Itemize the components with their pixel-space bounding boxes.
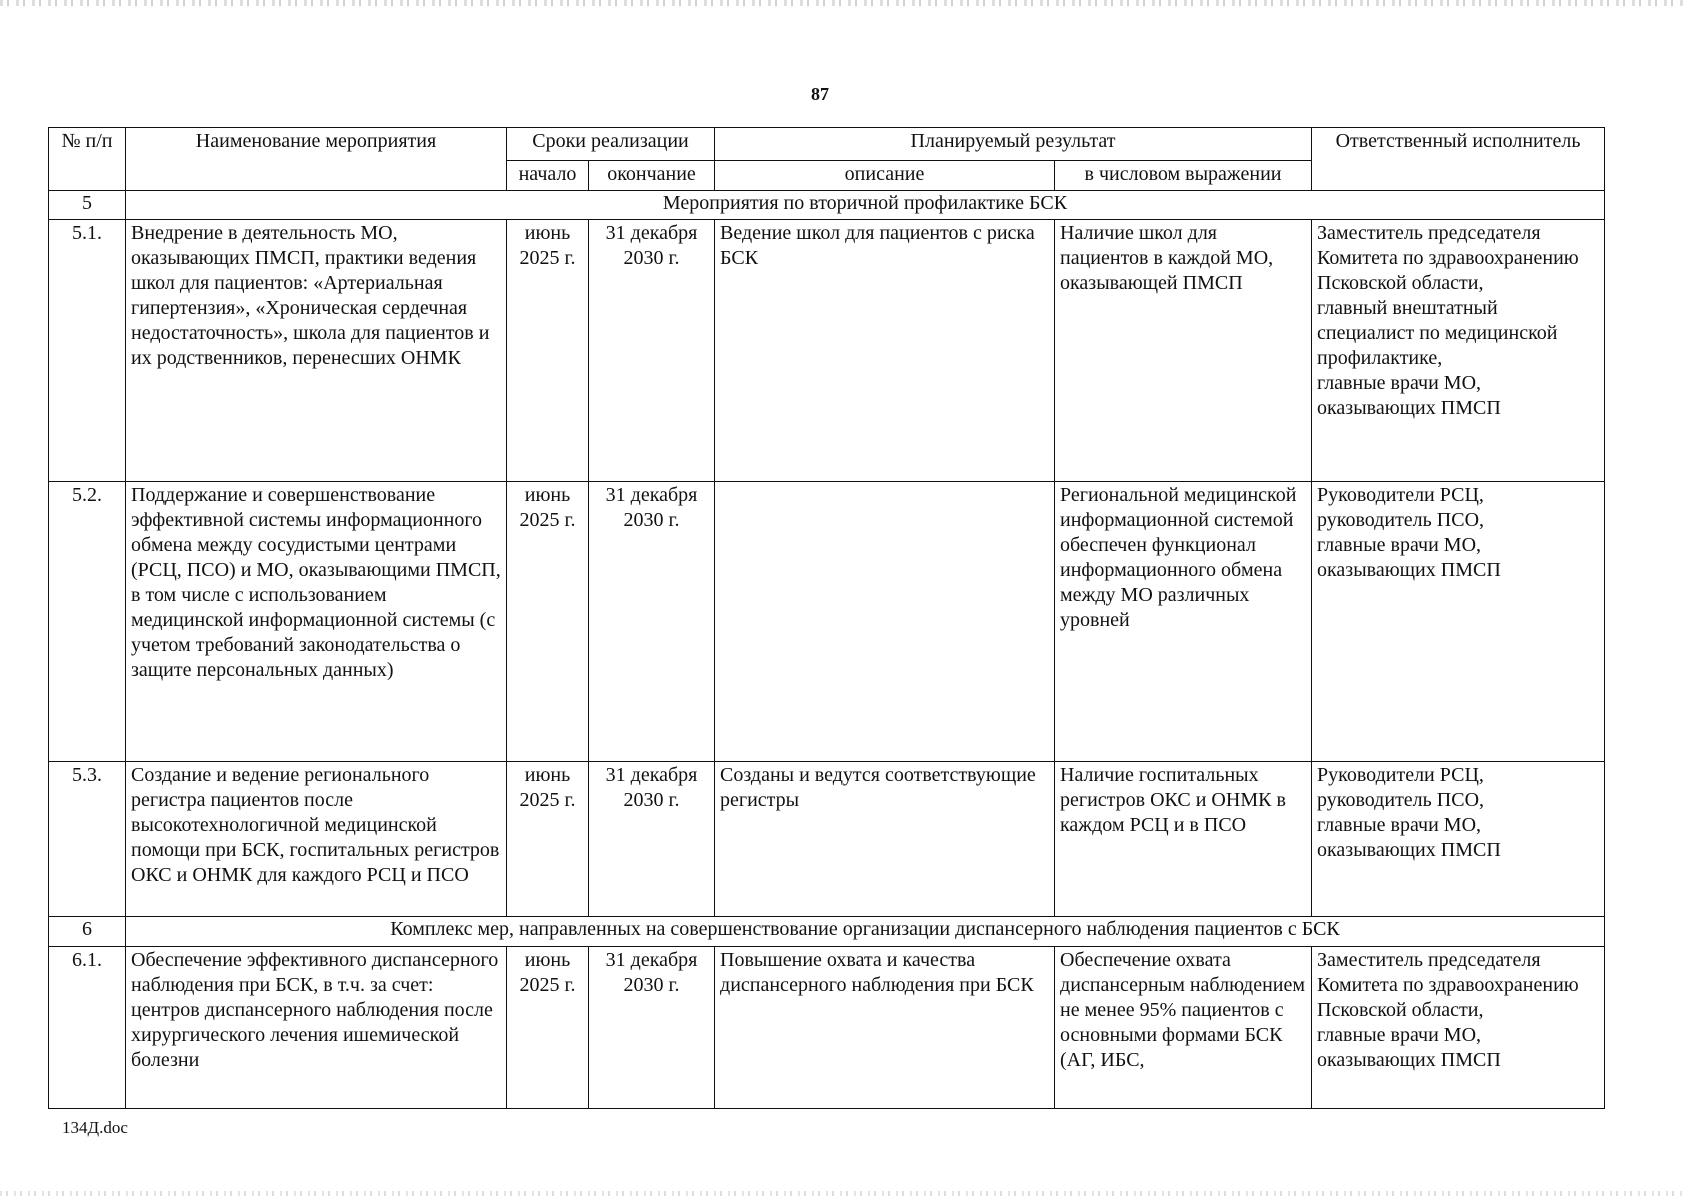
responsible-line: Заместитель председателя Комитета по здравоохранению Псковской области, bbox=[1317, 222, 1579, 294]
responsible-line: главные врачи МО, оказывающих ПМСП bbox=[1317, 372, 1501, 419]
row-end: 31 декабря 2030 г. bbox=[589, 482, 715, 762]
row-name: Поддержание и совершенствование эффективной системы информационного обмена между сосудистыми центрами (РСЦ, ПСО) и МО, оказывающими ПМСП, в том числе с использованием медицинской информационной системы (с учетом требований законодательства о защите персональных данных) bbox=[126, 482, 507, 762]
section-title: Комплекс мер, направленных на совершенствование организации диспансерного наблюдения пациентов с БСК bbox=[126, 917, 1605, 947]
responsible-line: главные врачи МО, оказывающих ПМСП bbox=[1317, 1024, 1501, 1071]
activities-table bbox=[48, 127, 1605, 1109]
responsible-line: руководитель ПСО, bbox=[1317, 509, 1485, 531]
row-end: 31 декабря 2030 г. bbox=[589, 947, 715, 1109]
header-num: № п/п bbox=[49, 128, 126, 191]
table-row bbox=[49, 482, 1605, 762]
header-responsible: Ответственный исполнитель bbox=[1312, 128, 1605, 191]
row-numeric: Обеспечение охвата диспансерным наблюдением не менее 95% пациентов с основными формами БСК (АГ, ИБС, bbox=[1055, 947, 1312, 1109]
section-title: Мероприятия по вторичной профилактике БСК bbox=[126, 191, 1605, 220]
row-name-line: центров диспансерного наблюдения после хирургического лечения ишемической болезни bbox=[131, 999, 493, 1071]
row-end: 31 декабря 2030 г. bbox=[589, 762, 715, 917]
page-number: 87 bbox=[811, 84, 829, 104]
row-description: Созданы и ведутся соответствующие регистры bbox=[715, 762, 1055, 917]
row-num: 5.3. bbox=[49, 762, 126, 917]
table-row bbox=[49, 762, 1605, 917]
row-start: июнь 2025 г. bbox=[507, 762, 589, 917]
row-num: 5.1. bbox=[49, 220, 126, 482]
responsible-line: руководитель ПСО, bbox=[1317, 789, 1485, 811]
responsible-line: Руководители РСЦ, bbox=[1317, 764, 1484, 786]
scan-edge-bottom bbox=[0, 1191, 1686, 1196]
row-num: 5.2. bbox=[49, 482, 126, 762]
row-description bbox=[715, 482, 1055, 762]
table-row bbox=[49, 947, 1605, 1109]
section-row bbox=[49, 917, 1605, 947]
row-start: июнь 2025 г. bbox=[507, 947, 589, 1109]
row-name: Внедрение в деятельность МО, оказывающих ПМСП, практики ведения школ для пациентов: «Артериальная гипертензия», «Хроническая сердечная недостаточность», школа для пациентов и их родственников, перенесших ОНМК bbox=[126, 220, 507, 482]
row-start: июнь 2025 г. bbox=[507, 482, 589, 762]
header-result: Планируемый результат bbox=[715, 128, 1312, 161]
section-num: 6 bbox=[49, 917, 126, 947]
header-name: Наименование мероприятия bbox=[126, 128, 507, 191]
row-name bbox=[126, 947, 507, 1109]
row-numeric: Региональной медицинской информационной системой обеспечен функционал информационного обмена между МО различных уровней bbox=[1055, 482, 1312, 762]
header-terms: Сроки реализации bbox=[507, 128, 715, 161]
row-description: Ведение школ для пациентов с риска БСК bbox=[715, 220, 1055, 482]
row-numeric: Наличие госпитальных регистров ОКС и ОНМК в каждом РСЦ и в ПСО bbox=[1055, 762, 1312, 917]
row-responsible bbox=[1312, 947, 1605, 1109]
responsible-line: главные врачи МО, оказывающих ПМСП bbox=[1317, 814, 1501, 861]
row-name-line: Обеспечение эффективного диспансерного наблюдения при БСК, в т.ч. за счет: bbox=[131, 949, 499, 996]
row-responsible bbox=[1312, 482, 1605, 762]
row-description: Повышение охвата и качества диспансерного наблюдения при БСК bbox=[715, 947, 1055, 1109]
header-end: окончание bbox=[589, 161, 715, 191]
footer-file-name: 134Д.doc bbox=[62, 1118, 128, 1137]
responsible-line: главные врачи МО, оказывающих ПМСП bbox=[1317, 534, 1501, 581]
row-numeric: Наличие школ для пациентов в каждой МО, оказывающей ПМСП bbox=[1055, 220, 1312, 482]
responsible-line: Руководители РСЦ, bbox=[1317, 484, 1484, 506]
row-name: Создание и ведение регионального регистра пациентов после высокотехнологичной медицинской помощи при БСК, госпитальных регистров ОКС и ОНМК для каждого РСЦ и ПСО bbox=[126, 762, 507, 917]
scan-edge-top bbox=[0, 0, 1686, 6]
row-num: 6.1. bbox=[49, 947, 126, 1109]
section-num: 5 bbox=[49, 191, 126, 220]
header-start: начало bbox=[507, 161, 589, 191]
section-row bbox=[49, 191, 1605, 220]
header-description: описание bbox=[715, 161, 1055, 191]
row-responsible bbox=[1312, 220, 1605, 482]
table-row bbox=[49, 220, 1605, 482]
responsible-line: Заместитель председателя Комитета по здравоохранению Псковской области, bbox=[1317, 949, 1579, 1021]
row-responsible bbox=[1312, 762, 1605, 917]
row-end: 31 декабря 2030 г. bbox=[589, 220, 715, 482]
header-numeric: в числовом выражении bbox=[1055, 161, 1312, 191]
responsible-line: главный внештатный специалист по медицинской профилактике, bbox=[1317, 297, 1558, 369]
row-start: июнь 2025 г. bbox=[507, 220, 589, 482]
